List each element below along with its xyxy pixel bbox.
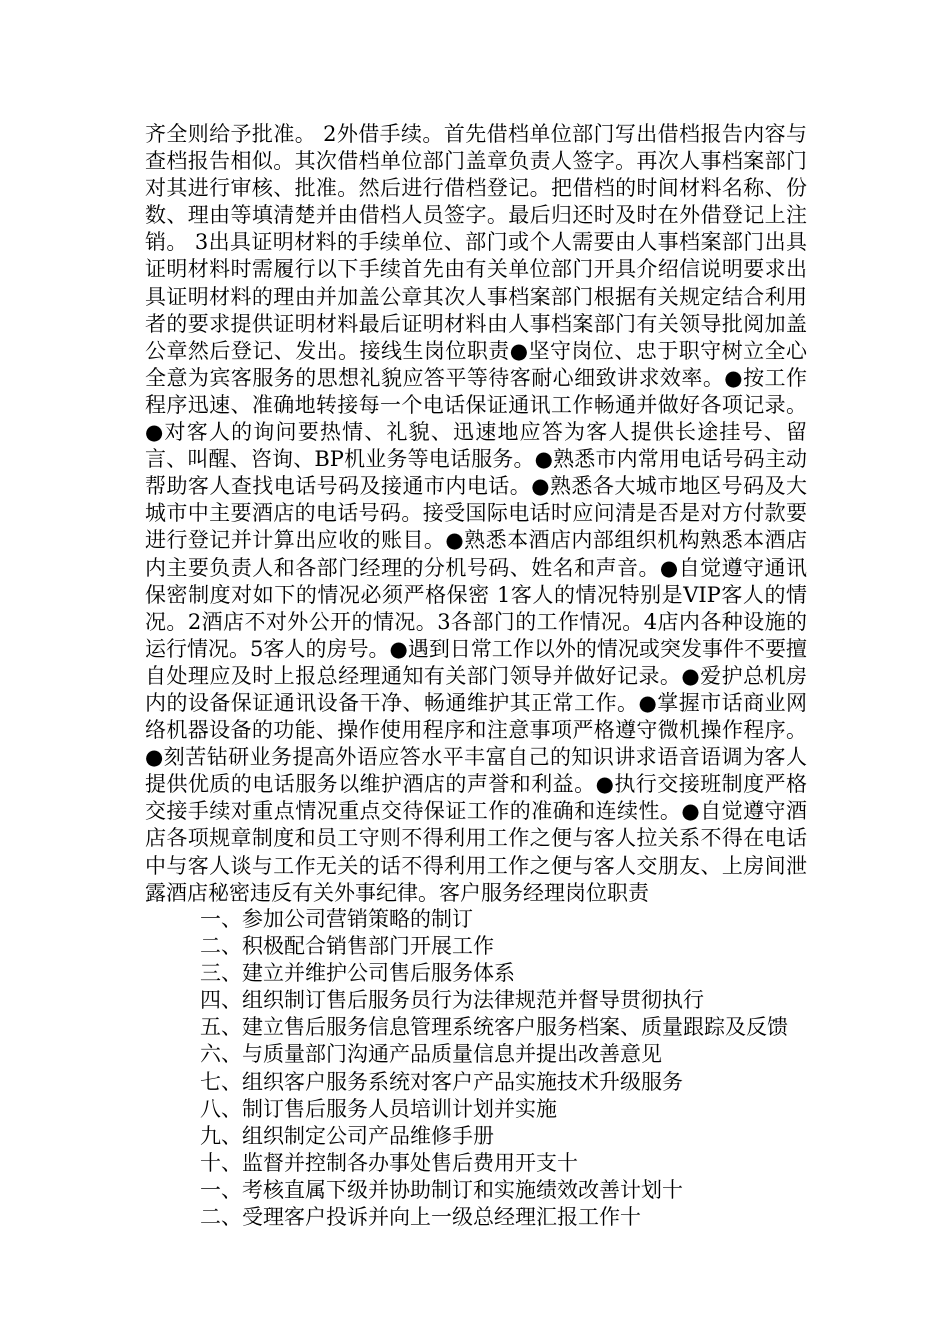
list-item: 六、与质量部门沟通产品质量信息并提出改善意见 [200, 1042, 662, 1067]
list-item: 二、受理客户投诉并向上一级总经理汇报工作十 [200, 1205, 641, 1230]
list-item: 八、制订售后服务人员培训计划并实施 [200, 1096, 557, 1121]
body-paragraph: 齐全则给予批准。 2外借手续。首先借档单位部门写出借档报告内容与查档报告相似。其次借档单位部门盖章负责人签字。再次人事档案部门对其进行审核、批准。然后进行借档登记。把借档的时间材料名称、份数、理由等填清楚并由借档人员签字。最后归还时及时在外借登记上注销。 3出具证明材料的手续单位、部门或个人需要由人事档案部门出具证明材料时需履行以下手续首先由有关单位部门开具介绍信说明要求出具证明材料的理由并加盖公章其次人事档案部门根据有关规定结合利用者的要求提供证明材料最后证明材料由人事档案部门有关领导批阅加盖公章然后登记、发出。接线生岗位职责●坚守岗位、忠于职守树立全心全意为宾客服务的思想礼貌应答平等待客耐心细致讲求效率。●按工作程序迅速、准确地转接每一个电话保证通讯工作畅通并做好各项记录。●对客人的询问要热情、礼貌、迅速地应答为客人提供长途挂号、留言、叫醒、咨询、BP机业务等电话服务。●熟悉市内常用电话号码主动帮助客人查找电话号码及接通市内电话。●熟悉各大城市地区号码及大城市中主要酒店的电话号码。接受国际电话时应问清是否是对方付款要进行登记并计算出应收的账目。●熟悉本酒店内部组织机构熟悉本酒店内主要负责人和各部门经理的分机号码、姓名和声音。●自觉遵守通讯保密制度对如下的情况必须严格保密 1客人的情况特别是VIP客人的情况。2酒店不对外公开的情况。3各部门的工作情况。4店内各种设施的运行情况。5客人的房号。●遇到日常工作以外的情况或突发事件不要擅自处理应及时上报总经理通知有关部门领导并做好记录。●爱护总机房内的设备保证通讯设备干净、畅通维护其正常工作。●掌握市话商业网络机器设备的功能、操作使用程序和注意事项严格遵守微机操作程序。●刻苦钻研业务提高外语应答水平丰富自己的知识讲求语音语调为客人提供优质的电话服务以维护酒店的声誉和利益。●执行交接班制度严格交接手续对重点情况重点交待保证工作的准确和连续性。●自觉遵守酒店各项规章制度和员工守则不得利用工作之便与客人拉关系不得在电话中与客人谈与工作无关的话不得利用工作之便与客人交朋友、上房间泄露酒店秘密违反有关外事纪律。客户服务经理岗位职责 [145, 122, 807, 905]
list-item: 三、建立并维护公司售后服务体系 [200, 961, 515, 986]
list-item: 四、组织制订售后服务员行为法律规范并督导贯彻执行 [200, 988, 704, 1013]
list-item: 九、组织制定公司产品维修手册 [200, 1123, 494, 1148]
list-item: 五、建立售后服务信息管理系统客户服务档案、质量跟踪及反馈 [200, 1015, 788, 1040]
list-item: 一、参加公司营销策略的制订 [200, 907, 473, 931]
duty-list [145, 906, 807, 1231]
list-item: 二、积极配合销售部门开展工作 [200, 934, 494, 959]
list-item: 十、监督并控制各办事处售后费用开支十 [200, 1150, 578, 1175]
list-item: 七、组织客户服务系统对客户产品实施技术升级服务 [200, 1069, 683, 1094]
list-item: 一、考核直属下级并协助制订和实施绩效改善计划十 [200, 1177, 683, 1202]
